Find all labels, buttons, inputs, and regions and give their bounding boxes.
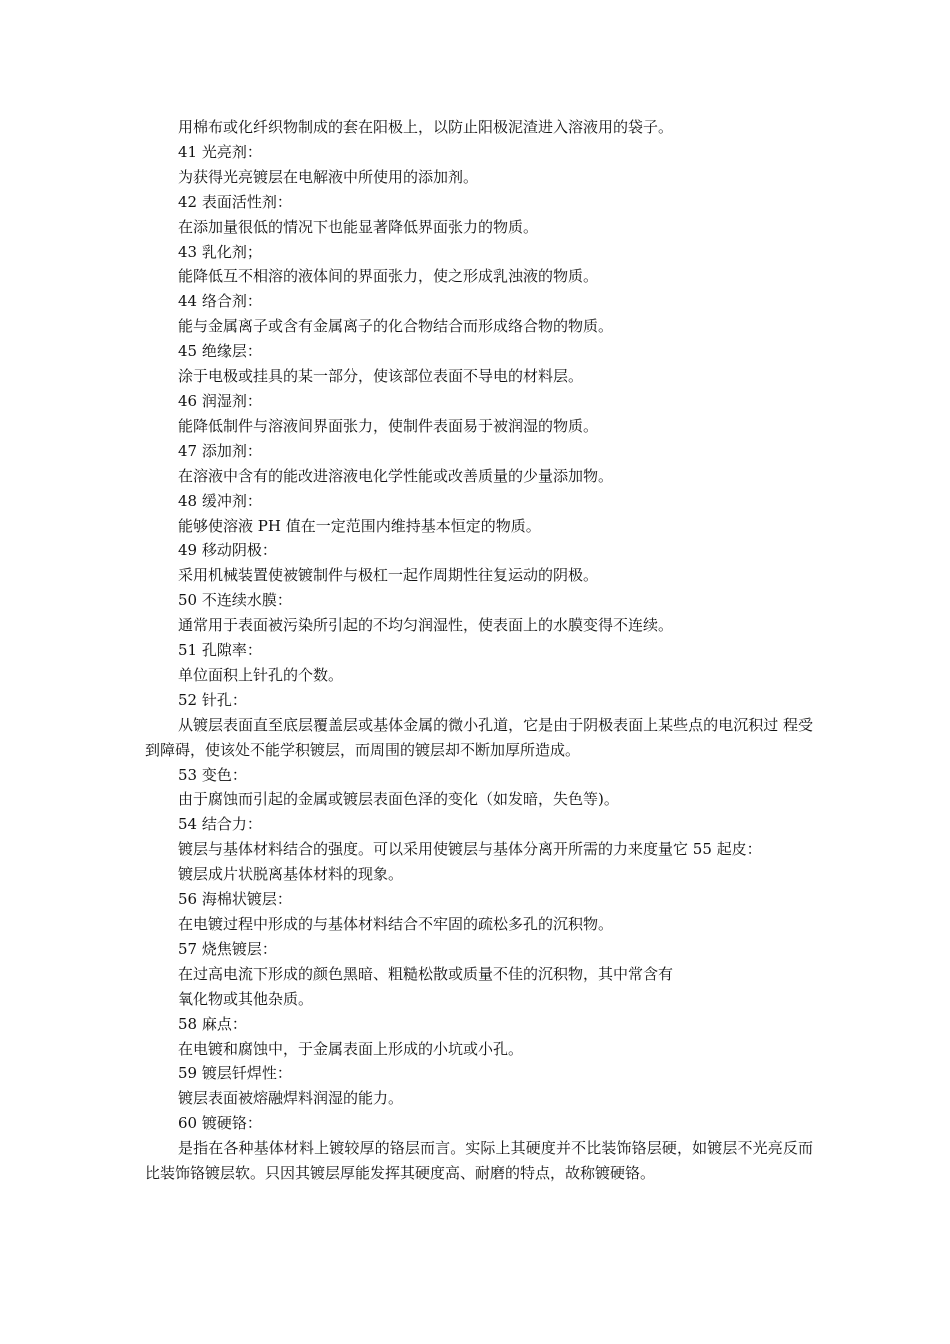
term-definition: 为获得光亮镀层在电解液中所使用的添加剂。	[178, 167, 479, 186]
term-heading: 49 移动阴极：	[178, 541, 277, 560]
term-definition: 能与金属离子或含有金属离子的化合物结合而形成络合物的物质。	[178, 317, 614, 336]
term-heading: 46 润湿剂：	[178, 391, 262, 410]
term-definition: 能够使溶液 PH 值在一定范围内维持基本恒定的物质。	[178, 516, 541, 535]
term-heading: 60 镀硬铬：	[178, 1114, 262, 1133]
term-definition: 能降低制件与溶液间界面张力，使制件表面易于被润湿的物质。	[178, 416, 599, 435]
term-heading: 47 添加剂：	[178, 441, 262, 460]
text-line: 用棉布或化纤织物制成的套在阳极上，以防止阳极泥渣进入溶液用的袋子。	[178, 118, 674, 136]
term-heading: 48 缓冲剂：	[178, 491, 262, 510]
document-body	[145, 115, 813, 1186]
term-heading: 50 不连续水膜：	[178, 591, 292, 610]
term-definition: 从镀层表面直至底层覆盖层或基体金属的微小孔道，它是由于阴极表面上某些点的电沉积过 程受到障碍，使该处不能学积镀层，而周围的镀层却不断加厚所造成。	[145, 715, 813, 759]
term-definition: 在溶液中含有的能改进溶液电化学性能或改善质量的少量添加物。	[178, 466, 614, 485]
term-definition: 由于腐蚀而引起的金属或镀层表面色泽的变化（如发暗，失色等)。	[178, 790, 619, 809]
term-definition: 镀层成片状脱离基体材料的现象。	[178, 865, 404, 884]
term-heading: 53 变色：	[178, 765, 247, 784]
term-heading: 59 镀层钎焊性：	[178, 1064, 292, 1083]
term-definition: 在电镀和腐蚀中，于金属表面上形成的小坑或小孔。	[178, 1039, 524, 1058]
term-heading: 56 海棉状镀层：	[178, 890, 292, 909]
term-definition: 是指在各种基体材料上镀较厚的铬层而言。实际上其硬度并不比装饰铬层硬，如镀层不光亮反而比装饰铬镀层软。只因其镀层厚能发挥其硬度高、耐磨的特点，故称镀硬铬。	[145, 1139, 813, 1183]
term-definition: 在电镀过程中形成的与基体材料结合不牢固的疏松多孔的沉积物。	[178, 915, 614, 933]
term-heading: 43 乳化剂；	[178, 242, 262, 261]
term-definition: 单位面积上针孔的个数。	[178, 665, 344, 684]
term-definition-continued: 氧化物或其他杂质。	[178, 989, 314, 1008]
term-definition: 涂于电极或挂具的某一部分，使该部位表面不导电的材料层。	[178, 367, 584, 386]
term-heading: 51 孔隙率：	[178, 641, 262, 660]
term-definition: 在添加量很低的情况下也能显著降低界面张力的物质。	[178, 217, 539, 236]
term-definition: 通常用于表面被污染所引起的不均匀润湿性，使表面上的水膜变得不连续。	[178, 616, 674, 635]
term-heading: 44 络合剂：	[178, 292, 262, 311]
term-heading: 42 表面活性剂：	[178, 192, 292, 211]
term-heading: 57 烧焦镀层：	[178, 939, 277, 958]
term-heading: 58 麻点：	[178, 1014, 247, 1033]
term-definition: 能降低互不相溶的液体间的界面张力，使之形成乳浊液的物质。	[178, 267, 599, 286]
term-definition: 镀层表面被熔融焊料润湿的能力。	[178, 1089, 404, 1108]
term-definition: 采用机械装置使被镀制件与极杠一起作周期性往复运动的阴极。	[178, 566, 599, 585]
term-definition: 镀层与基体材料结合的强度。可以采用使镀层与基体分离开所需的力来度量它 55 起皮：	[178, 840, 762, 859]
term-heading: 54 结合力：	[178, 815, 262, 834]
term-definition: 在过高电流下形成的颜色黑暗、粗糙松散或质量不佳的沉积物，其中常含有	[178, 964, 674, 983]
term-heading: 41 光亮剂：	[178, 142, 262, 161]
term-heading: 45 绝缘层：	[178, 342, 262, 361]
term-heading: 52 针孔：	[178, 690, 247, 709]
